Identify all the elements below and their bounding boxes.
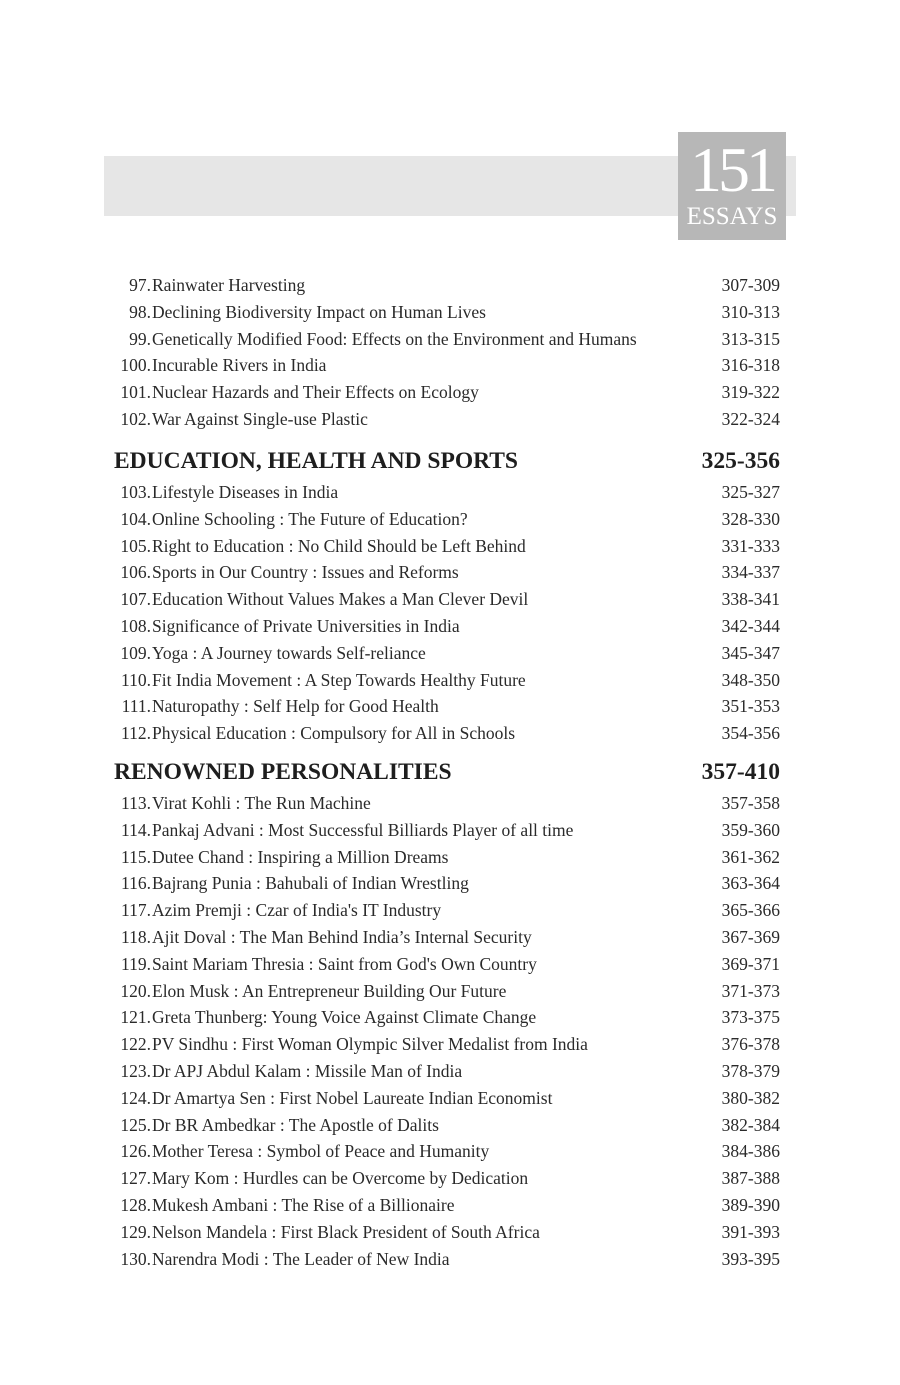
entry-number: 111. [121, 696, 151, 717]
entry-pages: 313-315 [721, 328, 780, 349]
entry-pages: 391-393 [721, 1221, 780, 1242]
entry-pages: 382-384 [721, 1114, 780, 1135]
entry-title: Ajit Doval : The Man Behind India’s Internal Security [152, 926, 532, 947]
toc-entry [112, 693, 780, 720]
entry-title: Nuclear Hazards and Their Effects on Ecology [152, 382, 479, 403]
section-title: RENOWNED PERSONALITIES [114, 759, 452, 785]
entry-pages: 316-318 [721, 355, 780, 376]
entry-pages: 373-375 [721, 1007, 780, 1028]
entry-number: 120. [120, 980, 151, 1001]
toc-entry [112, 1246, 780, 1273]
toc-entry [112, 1085, 780, 1112]
entry-number: 97. [129, 275, 151, 295]
entry-number: 118. [121, 926, 151, 947]
section-heading-personalities [112, 756, 780, 788]
entry-pages: 376-378 [721, 1034, 780, 1055]
entry-number: 128. [120, 1194, 151, 1215]
toc-entry [112, 479, 780, 506]
entry-number: 115. [121, 846, 151, 867]
entry-number: 110. [121, 669, 151, 690]
toc-entry [112, 533, 780, 560]
entry-number: 108. [120, 615, 151, 636]
entry-pages: 354-356 [721, 723, 780, 744]
entry-pages: 393-395 [721, 1248, 780, 1269]
entry-pages: 359-360 [721, 819, 780, 840]
toc-entry [112, 667, 780, 694]
entry-number: 129. [120, 1221, 151, 1242]
entry-pages: 345-347 [721, 642, 780, 663]
toc-entry [112, 951, 780, 978]
book-logo [678, 132, 786, 240]
entry-title: PV Sindhu : First Woman Olympic Silver Medalist from India [152, 1034, 588, 1055]
entry-number: 100. [120, 355, 151, 376]
toc-entry [112, 817, 780, 844]
toc-entry [112, 1112, 780, 1139]
entry-pages: 319-322 [721, 382, 780, 403]
entry-title: Sports in Our Country : Issues and Reforms [152, 562, 459, 583]
toc-entry [112, 1192, 780, 1219]
entry-number: 114. [121, 819, 151, 840]
entry-number: 117. [121, 900, 151, 921]
entry-title: Bajrang Punia : Bahubali of Indian Wrestling [152, 873, 469, 894]
entry-pages: 338-341 [721, 589, 780, 610]
entry-number: 105. [120, 535, 151, 556]
toc-entry [112, 352, 780, 379]
entry-pages: 384-386 [721, 1141, 780, 1162]
toc-entry [112, 1138, 780, 1165]
entry-title: Right to Education : No Child Should be Left Behind [152, 535, 526, 556]
entry-title: Dr APJ Abdul Kalam : Missile Man of India [152, 1060, 463, 1081]
entry-number: 101. [120, 382, 151, 403]
toc-entry [112, 326, 780, 353]
entry-title: Incurable Rivers in India [152, 355, 327, 376]
entry-title: Online Schooling : The Future of Education? [152, 508, 468, 529]
entry-pages: 367-369 [721, 926, 780, 947]
toc-entry [112, 559, 780, 586]
entry-number: 99. [129, 328, 151, 349]
entry-title: Mary Kom : Hurdles can be Overcome by Dedication [152, 1168, 529, 1189]
entry-number: 122. [120, 1034, 151, 1055]
entry-pages: 307-309 [721, 275, 780, 295]
toc-entry [112, 379, 780, 406]
entry-title: Greta Thunberg: Young Voice Against Climate Change [152, 1007, 537, 1028]
entry-title: Rainwater Harvesting [152, 275, 306, 295]
entry-title: Dr Amartya Sen : First Nobel Laureate Indian Economist [152, 1087, 553, 1108]
toc-entry [112, 844, 780, 871]
logo-word: ESSAYS [686, 203, 778, 230]
entry-title: Dutee Chand : Inspiring a Million Dreams [152, 846, 449, 867]
toc-entry [112, 506, 780, 533]
entry-pages: 351-353 [721, 696, 780, 717]
entry-number: 119. [121, 953, 151, 974]
entry-title: Yoga : A Journey towards Self-reliance [152, 642, 426, 663]
entry-title: War Against Single-use Plastic [152, 408, 368, 429]
toc-entry [112, 790, 780, 817]
entry-number: 98. [129, 301, 151, 322]
entry-pages: 361-362 [721, 846, 780, 867]
entry-title: Nelson Mandela : First Black President of South Africa [152, 1221, 540, 1242]
entry-pages: 342-344 [721, 615, 780, 636]
entry-number: 106. [120, 562, 151, 583]
toc-entry [112, 870, 780, 897]
entry-title: Physical Education : Compulsory for All in Schools [152, 723, 516, 744]
entry-pages: 387-388 [721, 1168, 780, 1189]
entry-number: 121. [120, 1007, 151, 1028]
entry-number: 103. [120, 482, 151, 502]
entry-pages: 369-371 [721, 953, 780, 974]
section-pages: 325-356 [701, 448, 780, 474]
toc-entry [112, 272, 780, 299]
entry-title: Elon Musk : An Entrepreneur Building Our Future [152, 980, 507, 1001]
entry-title: Narendra Modi : The Leader of New India [152, 1248, 450, 1269]
toc-group-education [112, 479, 780, 747]
toc-entry [112, 978, 780, 1005]
logo-number: 151 [690, 134, 774, 205]
section-pages: 357-410 [701, 759, 780, 785]
entry-pages: 365-366 [721, 900, 780, 921]
toc-entry [112, 1219, 780, 1246]
entry-title: Virat Kohli : The Run Machine [152, 793, 371, 813]
toc-entry [112, 897, 780, 924]
entry-number: 125. [120, 1114, 151, 1135]
entry-pages: 348-350 [721, 669, 780, 690]
entry-pages: 380-382 [721, 1087, 780, 1108]
entry-pages: 331-333 [721, 535, 780, 556]
entry-pages: 334-337 [721, 562, 780, 583]
entry-number: 112. [121, 723, 151, 744]
entry-title: Dr BR Ambedkar : The Apostle of Dalits [152, 1114, 439, 1135]
entry-number: 127. [120, 1168, 151, 1189]
entry-title: Mother Teresa : Symbol of Peace and Humanity [152, 1141, 490, 1162]
entry-pages: 357-358 [721, 793, 780, 813]
section-title: EDUCATION, HEALTH AND SPORTS [114, 448, 518, 474]
entry-pages: 322-324 [721, 408, 780, 429]
toc-group-personalities [112, 790, 780, 1272]
entry-number: 104. [120, 508, 151, 529]
toc-entry [112, 613, 780, 640]
entry-pages: 389-390 [721, 1194, 780, 1215]
entry-number: 126. [120, 1141, 151, 1162]
entry-number: 116. [121, 873, 151, 894]
entry-number: 113. [121, 793, 151, 813]
entry-pages: 310-313 [721, 301, 780, 322]
toc-entry [112, 1165, 780, 1192]
section-heading-education [112, 445, 780, 477]
entry-title: Mukesh Ambani : The Rise of a Billionaire [152, 1194, 455, 1215]
entry-number: 123. [120, 1060, 151, 1081]
entry-pages: 363-364 [721, 873, 780, 894]
entry-title: Naturopathy : Self Help for Good Health [152, 696, 439, 717]
toc-entry [112, 1004, 780, 1031]
entry-pages: 371-373 [721, 980, 780, 1001]
toc-entry [112, 924, 780, 951]
entry-title: Declining Biodiversity Impact on Human Lives [152, 301, 486, 322]
toc-entry [112, 586, 780, 613]
entry-number: 102. [120, 408, 151, 429]
entry-title: Significance of Private Universities in India [152, 615, 460, 636]
toc-entry [112, 640, 780, 667]
entry-number: 124. [120, 1087, 151, 1108]
entry-number: 107. [120, 589, 151, 610]
entry-title: Lifestyle Diseases in India [152, 482, 339, 502]
entry-title: Pankaj Advani : Most Successful Billiards Player of all time [152, 819, 574, 840]
toc-group-environment [112, 272, 780, 433]
toc-entry [112, 299, 780, 326]
toc-entry [112, 1058, 780, 1085]
entry-title: Azim Premji : Czar of India's IT Industry [152, 900, 442, 921]
entry-title: Fit India Movement : A Step Towards Healthy Future [152, 669, 526, 690]
entry-title: Education Without Values Makes a Man Clever Devil [152, 589, 529, 610]
toc-entry [112, 720, 780, 747]
entry-number: 109. [120, 642, 151, 663]
entry-pages: 325-327 [721, 482, 780, 502]
toc-entry [112, 406, 780, 433]
entry-pages: 378-379 [721, 1060, 780, 1081]
toc-entry [112, 1031, 780, 1058]
entry-title: Genetically Modified Food: Effects on the Environment and Humans [152, 328, 637, 349]
entry-pages: 328-330 [721, 508, 780, 529]
entry-title: Saint Mariam Thresia : Saint from God's Own Country [152, 953, 537, 974]
entry-number: 130. [120, 1248, 151, 1269]
